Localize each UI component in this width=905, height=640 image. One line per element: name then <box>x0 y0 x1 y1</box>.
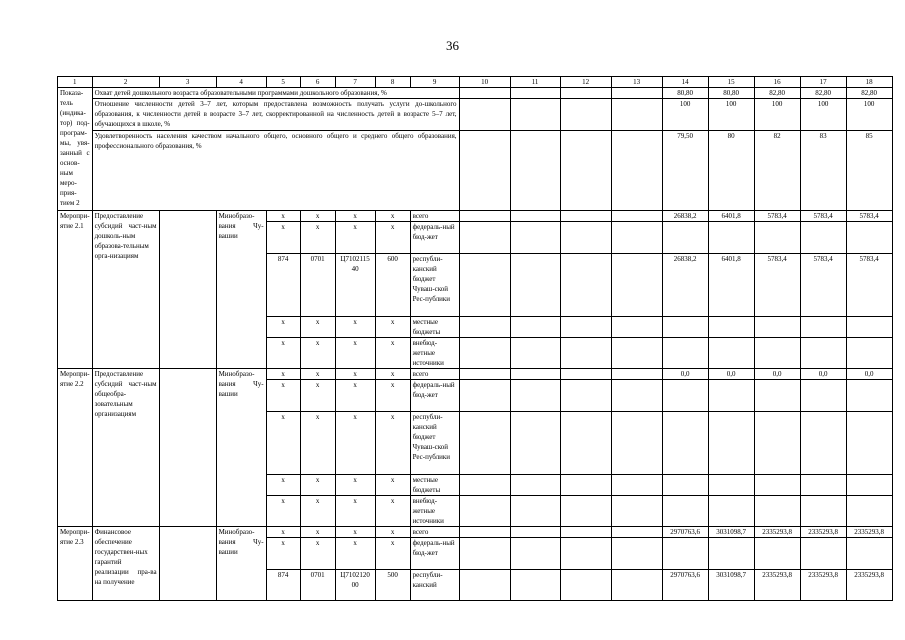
expense-type-code: х <box>375 338 410 369</box>
empty-cell <box>560 88 611 99</box>
empty-cell <box>611 254 662 317</box>
amount-value <box>708 412 754 475</box>
header-cell: 14 <box>662 77 708 88</box>
budget-table-container <box>57 76 893 601</box>
expense-type-code: х <box>375 475 410 496</box>
section-code: х <box>300 222 335 254</box>
section-code: х <box>300 538 335 570</box>
amount-value: 26838,2 <box>662 254 708 317</box>
measure-id: Меропри-ятие 2.3 <box>58 527 93 601</box>
measure-coexec <box>159 527 216 601</box>
amount-value: 3031098,7 <box>708 527 754 538</box>
empty-cell <box>510 211 560 222</box>
header-cell: 16 <box>754 77 800 88</box>
target-article-code: х <box>335 222 375 254</box>
empty-cell <box>459 99 510 131</box>
section-code: 0701 <box>300 570 335 601</box>
empty-cell <box>459 317 510 338</box>
amount-value <box>708 222 754 254</box>
header-cell: 6 <box>300 77 335 88</box>
funding-source: республи-канский <box>410 570 459 601</box>
empty-cell <box>611 380 662 412</box>
amount-value: 0,0 <box>754 369 800 380</box>
header-cell: 10 <box>459 77 510 88</box>
empty-cell <box>459 496 510 527</box>
measure-name: Финансовое обеспечение государствен-ных гарантий реализации пра-ва на получение <box>92 527 159 601</box>
empty-cell <box>510 88 560 99</box>
grbs-code: х <box>266 338 300 369</box>
indicator-text: Отношение численности детей 3–7 лет, которым предоставлена возможность получать услуги до-школьного образования, к численности детей в возрасте 3–7 лет, скорректированной на численность детей в возрасте 5–7 лет, обучающихся в школе, % <box>92 99 459 131</box>
empty-cell <box>611 222 662 254</box>
amount-value <box>846 496 892 527</box>
amount-value: 5783,4 <box>800 211 846 222</box>
expense-type-code: х <box>375 211 410 222</box>
empty-cell <box>459 254 510 317</box>
amount-value: 2970763,6 <box>662 570 708 601</box>
empty-cell <box>560 99 611 131</box>
indicator-value: 80,80 <box>708 88 754 99</box>
header-cell: 18 <box>846 77 892 88</box>
amount-value <box>846 380 892 412</box>
target-article-code: х <box>335 496 375 527</box>
empty-cell <box>560 527 611 538</box>
header-cell: 13 <box>611 77 662 88</box>
target-article-code: х <box>335 527 375 538</box>
amount-value: 2335293,8 <box>800 570 846 601</box>
empty-cell <box>510 99 560 131</box>
amount-value <box>662 338 708 369</box>
indicator-row <box>58 88 893 99</box>
amount-value <box>800 538 846 570</box>
indicator-value: 82 <box>754 131 800 211</box>
expense-type-code: х <box>375 496 410 527</box>
measure-row <box>58 211 893 222</box>
amount-value <box>846 317 892 338</box>
amount-value: 5783,4 <box>846 211 892 222</box>
header-cell: 2 <box>92 77 159 88</box>
expense-type-code: 500 <box>375 570 410 601</box>
empty-cell <box>510 496 560 527</box>
amount-value <box>708 338 754 369</box>
empty-cell <box>560 475 611 496</box>
empty-cell <box>459 527 510 538</box>
target-article-code: Ц7102120 00 <box>335 570 375 601</box>
amount-value <box>754 380 800 412</box>
funding-source: внебюд-жетные источники <box>410 338 459 369</box>
empty-cell <box>560 369 611 380</box>
header-cell: 1 <box>58 77 93 88</box>
budget-table <box>57 76 893 601</box>
grbs-code: 874 <box>266 254 300 317</box>
section-code: х <box>300 412 335 475</box>
amount-value: 2335293,8 <box>754 527 800 538</box>
empty-cell <box>560 380 611 412</box>
grbs-code: х <box>266 317 300 338</box>
amount-value: 2335293,8 <box>754 570 800 601</box>
amount-value <box>800 338 846 369</box>
table-body <box>58 77 893 601</box>
amount-value: 0,0 <box>800 369 846 380</box>
funding-source: федераль-ный бюд-жет <box>410 380 459 412</box>
empty-cell <box>611 338 662 369</box>
header-cell: 3 <box>159 77 216 88</box>
empty-cell <box>459 222 510 254</box>
empty-cell <box>611 496 662 527</box>
grbs-code: х <box>266 380 300 412</box>
measure-executor: Минобразо-вания Чу-вашии <box>216 369 266 527</box>
amount-value <box>754 475 800 496</box>
empty-cell <box>560 222 611 254</box>
amount-value <box>662 380 708 412</box>
measure-coexec <box>159 211 216 369</box>
amount-value: 0,0 <box>662 369 708 380</box>
indicator-row <box>58 99 893 131</box>
measure-executor: Минобразо-вания Чу-вашии <box>216 211 266 369</box>
amount-value <box>800 380 846 412</box>
target-article-code: х <box>335 538 375 570</box>
header-cell: 5 <box>266 77 300 88</box>
measure-row <box>58 369 893 380</box>
header-cell: 4 <box>216 77 266 88</box>
empty-cell <box>459 88 510 99</box>
amount-value: 26838,2 <box>662 211 708 222</box>
funding-source: местные бюджеты <box>410 317 459 338</box>
empty-cell <box>611 211 662 222</box>
amount-value <box>800 475 846 496</box>
funding-source: федераль-ный бюд-жет <box>410 222 459 254</box>
amount-value <box>708 496 754 527</box>
empty-cell <box>611 369 662 380</box>
empty-cell <box>560 254 611 317</box>
section-code: х <box>300 496 335 527</box>
expense-type-code: х <box>375 538 410 570</box>
empty-cell <box>611 538 662 570</box>
empty-cell <box>510 369 560 380</box>
empty-cell <box>459 412 510 475</box>
header-cell: 17 <box>800 77 846 88</box>
table-header-row <box>58 77 893 88</box>
funding-source: всего <box>410 527 459 538</box>
empty-cell <box>510 131 560 211</box>
measure-row <box>58 527 893 538</box>
section-code: х <box>300 527 335 538</box>
funding-source: всего <box>410 369 459 380</box>
target-article-code: х <box>335 412 375 475</box>
funding-source: местные бюджеты <box>410 475 459 496</box>
empty-cell <box>611 527 662 538</box>
grbs-code: 874 <box>266 570 300 601</box>
indicator-value: 100 <box>846 99 892 131</box>
grbs-code: х <box>266 538 300 570</box>
grbs-code: х <box>266 412 300 475</box>
measure-coexec <box>159 369 216 527</box>
empty-cell <box>560 412 611 475</box>
header-cell: 7 <box>335 77 375 88</box>
empty-cell <box>560 211 611 222</box>
target-article-code: х <box>335 317 375 338</box>
amount-value: 5783,4 <box>754 254 800 317</box>
target-article-code: х <box>335 475 375 496</box>
empty-cell <box>510 317 560 338</box>
measure-name: Предоставление субсидий част-ным общеобра-зовательным организациям <box>92 369 159 527</box>
amount-value <box>800 496 846 527</box>
empty-cell <box>510 380 560 412</box>
amount-value <box>754 538 800 570</box>
empty-cell <box>510 254 560 317</box>
amount-value: 0,0 <box>708 369 754 380</box>
indicator-value: 82,80 <box>754 88 800 99</box>
expense-type-code: 600 <box>375 254 410 317</box>
empty-cell <box>459 338 510 369</box>
indicator-value: 79,50 <box>662 131 708 211</box>
empty-cell <box>510 338 560 369</box>
amount-value <box>846 412 892 475</box>
empty-cell <box>560 570 611 601</box>
measure-id: Меропри-ятие 2.2 <box>58 369 93 527</box>
amount-value <box>708 538 754 570</box>
amount-value <box>754 338 800 369</box>
amount-value: 6401,8 <box>708 211 754 222</box>
amount-value: 0,0 <box>846 369 892 380</box>
empty-cell <box>510 527 560 538</box>
amount-value <box>846 475 892 496</box>
indicator-value: 83 <box>800 131 846 211</box>
amount-value <box>708 380 754 412</box>
header-cell: 12 <box>560 77 611 88</box>
empty-cell <box>611 131 662 211</box>
section-code: х <box>300 338 335 369</box>
amount-value <box>800 317 846 338</box>
amount-value <box>708 317 754 338</box>
target-article-code: х <box>335 369 375 380</box>
empty-cell <box>459 475 510 496</box>
section-code: х <box>300 475 335 496</box>
amount-value: 2335293,8 <box>846 527 892 538</box>
amount-value: 2970763,6 <box>662 527 708 538</box>
indicator-value: 85 <box>846 131 892 211</box>
header-cell: 15 <box>708 77 754 88</box>
empty-cell <box>510 222 560 254</box>
measure-id: Меропри-ятие 2.1 <box>58 211 93 369</box>
empty-cell <box>510 475 560 496</box>
empty-cell <box>510 538 560 570</box>
amount-value <box>662 496 708 527</box>
empty-cell <box>560 496 611 527</box>
indicator-value: 100 <box>708 99 754 131</box>
indicator-text: Удовлетворенность населения качеством начального общего, основного общего и среднего общего образования, профессионального образования, % <box>92 131 459 211</box>
indicator-value: 82,80 <box>800 88 846 99</box>
empty-cell <box>459 380 510 412</box>
section-code: х <box>300 317 335 338</box>
amount-value <box>662 222 708 254</box>
header-cell: 8 <box>375 77 410 88</box>
empty-cell <box>560 317 611 338</box>
amount-value <box>662 538 708 570</box>
amount-value <box>754 317 800 338</box>
empty-cell <box>510 412 560 475</box>
funding-source: федераль-ный бюд-жет <box>410 538 459 570</box>
expense-type-code: х <box>375 412 410 475</box>
funding-source: республи-канский бюджет Чуваш-ской Рес-публики <box>410 412 459 475</box>
grbs-code: х <box>266 222 300 254</box>
amount-value <box>662 412 708 475</box>
funding-source: внебюд-жетные источники <box>410 496 459 527</box>
target-article-code: х <box>335 338 375 369</box>
amount-value <box>754 496 800 527</box>
amount-value: 2335293,8 <box>846 570 892 601</box>
empty-cell <box>611 88 662 99</box>
section-code: х <box>300 380 335 412</box>
funding-source: республи-канский бюджет Чуваш-ской Рес-публики <box>410 254 459 317</box>
target-article-code: Ц7102115 40 <box>335 254 375 317</box>
header-cell: 11 <box>510 77 560 88</box>
amount-value <box>754 222 800 254</box>
indicator-label: Показа-тель (индика-тор) под-програм-мы, увя-занный с основ-ным меро-прия-тием 2 <box>58 88 93 211</box>
amount-value <box>846 338 892 369</box>
grbs-code: х <box>266 527 300 538</box>
empty-cell <box>560 338 611 369</box>
amount-value <box>662 317 708 338</box>
section-code: 0701 <box>300 254 335 317</box>
indicator-value: 100 <box>662 99 708 131</box>
amount-value: 6401,8 <box>708 254 754 317</box>
empty-cell <box>611 475 662 496</box>
amount-value: 5783,4 <box>754 211 800 222</box>
measure-name: Предоставление субсидий част-ным дошколь-ным образова-тельным орга-низациям <box>92 211 159 369</box>
expense-type-code: х <box>375 317 410 338</box>
empty-cell <box>510 570 560 601</box>
empty-cell <box>459 131 510 211</box>
funding-source: всего <box>410 211 459 222</box>
header-cell: 9 <box>410 77 459 88</box>
expense-type-code: х <box>375 527 410 538</box>
amount-value <box>846 222 892 254</box>
measure-executor: Минобразо-вания Чу-вашии <box>216 527 266 601</box>
empty-cell <box>611 99 662 131</box>
empty-cell <box>611 570 662 601</box>
empty-cell <box>611 317 662 338</box>
target-article-code: х <box>335 211 375 222</box>
amount-value <box>662 475 708 496</box>
amount-value: 5783,4 <box>846 254 892 317</box>
grbs-code: х <box>266 369 300 380</box>
empty-cell <box>611 412 662 475</box>
empty-cell <box>459 538 510 570</box>
expense-type-code: х <box>375 380 410 412</box>
indicator-value: 82,80 <box>846 88 892 99</box>
amount-value: 2335293,8 <box>800 527 846 538</box>
indicator-value: 80 <box>708 131 754 211</box>
amount-value <box>800 222 846 254</box>
grbs-code: х <box>266 496 300 527</box>
indicator-value: 100 <box>800 99 846 131</box>
amount-value <box>754 412 800 475</box>
empty-cell <box>459 211 510 222</box>
expense-type-code: х <box>375 369 410 380</box>
target-article-code: х <box>335 380 375 412</box>
amount-value: 5783,4 <box>800 254 846 317</box>
indicator-value: 100 <box>754 99 800 131</box>
grbs-code: х <box>266 211 300 222</box>
indicator-value: 80,80 <box>662 88 708 99</box>
amount-value <box>708 475 754 496</box>
section-code: х <box>300 369 335 380</box>
amount-value <box>800 412 846 475</box>
amount-value: 3031098,7 <box>708 570 754 601</box>
section-code: х <box>300 211 335 222</box>
page-number: 36 <box>446 38 459 53</box>
empty-cell <box>459 369 510 380</box>
amount-value <box>846 538 892 570</box>
grbs-code: х <box>266 475 300 496</box>
indicator-row <box>58 131 893 211</box>
empty-cell <box>560 538 611 570</box>
indicator-text: Охват детей дошкольного возраста образовательными программами дошкольного образования, % <box>92 88 459 99</box>
empty-cell <box>459 570 510 601</box>
expense-type-code: х <box>375 222 410 254</box>
empty-cell <box>560 131 611 211</box>
